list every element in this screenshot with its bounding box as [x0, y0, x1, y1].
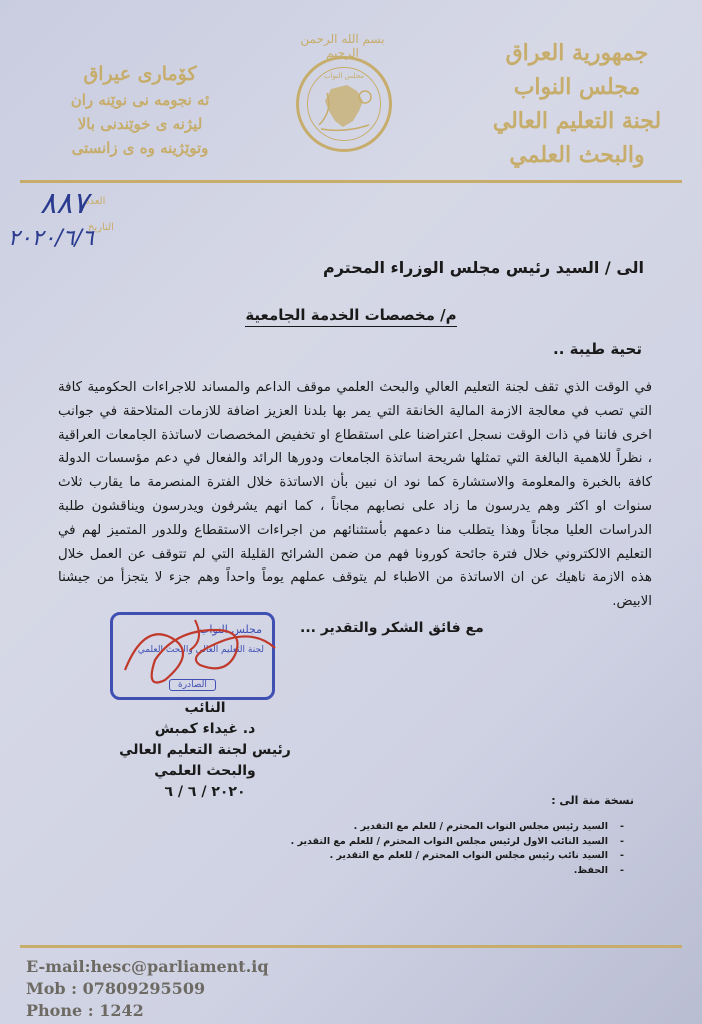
copy-item: - السيد نائب رئيس مجلس النواب المحترم / للعلم مع التقدير . [291, 849, 624, 864]
emblem-text: مجلس النواب [323, 72, 365, 80]
header-left-line: وتوێژينه وه ى زانستى [71, 139, 209, 157]
signatory-role-2: والبحث العلمي [154, 763, 256, 779]
subject-line [0, 306, 702, 324]
header-left-kurdish [55, 60, 225, 160]
copy-item: - الحفظ. [291, 864, 624, 879]
footer-phone: Phone : 1242 [26, 1001, 144, 1020]
signatory-role: رئيس لجنة التعليم العالي [119, 742, 291, 758]
copies-title: نسخة منة الى : [551, 794, 634, 807]
stamp-line: الصادرة [169, 679, 216, 691]
header-left-line: ئه نجومه نى نوێنه ران [70, 91, 210, 109]
header-divider [20, 180, 682, 183]
number-label: العدد [85, 196, 106, 207]
footer-contact [26, 956, 269, 1022]
header-right-arabic [482, 36, 672, 172]
footer-email: E-mail:hesc@parliament.iq [26, 957, 269, 976]
header-left-line: كۆمارى عيراق [83, 63, 197, 85]
footer-divider [20, 945, 682, 948]
footer-mobile: Mob : 07809295509 [26, 979, 206, 998]
date-label: التاريخ [88, 222, 114, 233]
handwritten-signature [105, 600, 295, 700]
header-right-line: لجنة التعليم العالي [492, 108, 662, 134]
header-right-line: جمهورية العراق [505, 40, 649, 66]
copy-item: - السيد رئيس مجلس النواب المحترم / للعلم مع التقدير . [291, 820, 624, 835]
signatory-date: ٢٠٢٠ / ٦ / ٦ [164, 784, 246, 800]
parliament-emblem [296, 56, 392, 152]
signatory-block [110, 698, 300, 803]
copies-list [291, 820, 624, 878]
stamp-line: مجلس النواب [199, 623, 262, 636]
closing-line: مع فائق الشكر والتقدير ... [300, 620, 484, 636]
iraq-map-icon [313, 81, 377, 133]
stamp-line: لجنة التعليم العالي والبحث العلمي [137, 645, 264, 655]
addressee-line: الى / السيد رئيس مجلس الوزراء المحترم [322, 258, 644, 277]
signatory-title: النائب [184, 700, 226, 716]
subject-text: م/ مخصصات الخدمة الجامعية [245, 306, 456, 327]
body-paragraph: في الوقت الذي تقف لجنة التعليم العالي والبحث العلمي موقف الداعم والمساند للاجراءات الحكومية كافة التي تصب في معالجة الازمة المالية الخانقة التي يمر بها بلدنا العزيز اضافة للازمات المتلاحقة في جوانب اخرى فاننا في ذات الوقت نسجل اعتراضنا على استقطاع او تخفيض المخصصات لاساتذة الجامعات العراقية ، نظراً للاهمية البالغة التي تمثلها شريحة اساتذة الجامعات ودورها الرائد والفعال في دعم مؤسسات الدولة كافة بالخبرة والمعلومة والاستشارة كما نود ان نبين بأن الاساتذة خلال الفترة المنصرمة ما يقارب ثلاث سنوات او اكثر وهم يدرسون ما زاد على نصابهم مجاناً ، كما انهم يشرفون ويدرسون ويناقشون طلبة الدراسات العليا مجاناً وهذا يتطلب منا دعمهم بأستثنائهم من اجراءات الاستقطاع وللدور المتميز لهم في التعليم الالكتروني خلال فترة جائحة كورونا فهم من ضمن الشرائح القليلة التي لم تتوقف عن العمل خلال هذه الازمة ناهيك عن ان الاساتذة من الاطباء لم يتوقف عملهم يوماً واحداً وهم جزء لا يتجزأ من جيشنا الابيض. [58, 380, 652, 610]
greeting: تحية طيبة .. [553, 340, 642, 358]
header-right-line: مجلس النواب [513, 74, 641, 100]
copy-item: - السيد النائب الاول لرئيس مجلس النواب المحترم / للعلم مع التقدير . [291, 835, 624, 850]
handwritten-reference-number: ٨٨٧ [40, 186, 89, 221]
basmala: بسم الله الرحمن الرحيم [300, 32, 385, 60]
header-right-line: والبحث العلمي [509, 142, 645, 168]
letter-body [58, 376, 652, 614]
handwritten-date: ٢٠٢٠/٦/٦ [8, 226, 94, 251]
signatory-name: د. غيداء كمبش [154, 721, 256, 737]
header-left-line: ليژنه ى خوێندنى بالا [77, 115, 203, 133]
